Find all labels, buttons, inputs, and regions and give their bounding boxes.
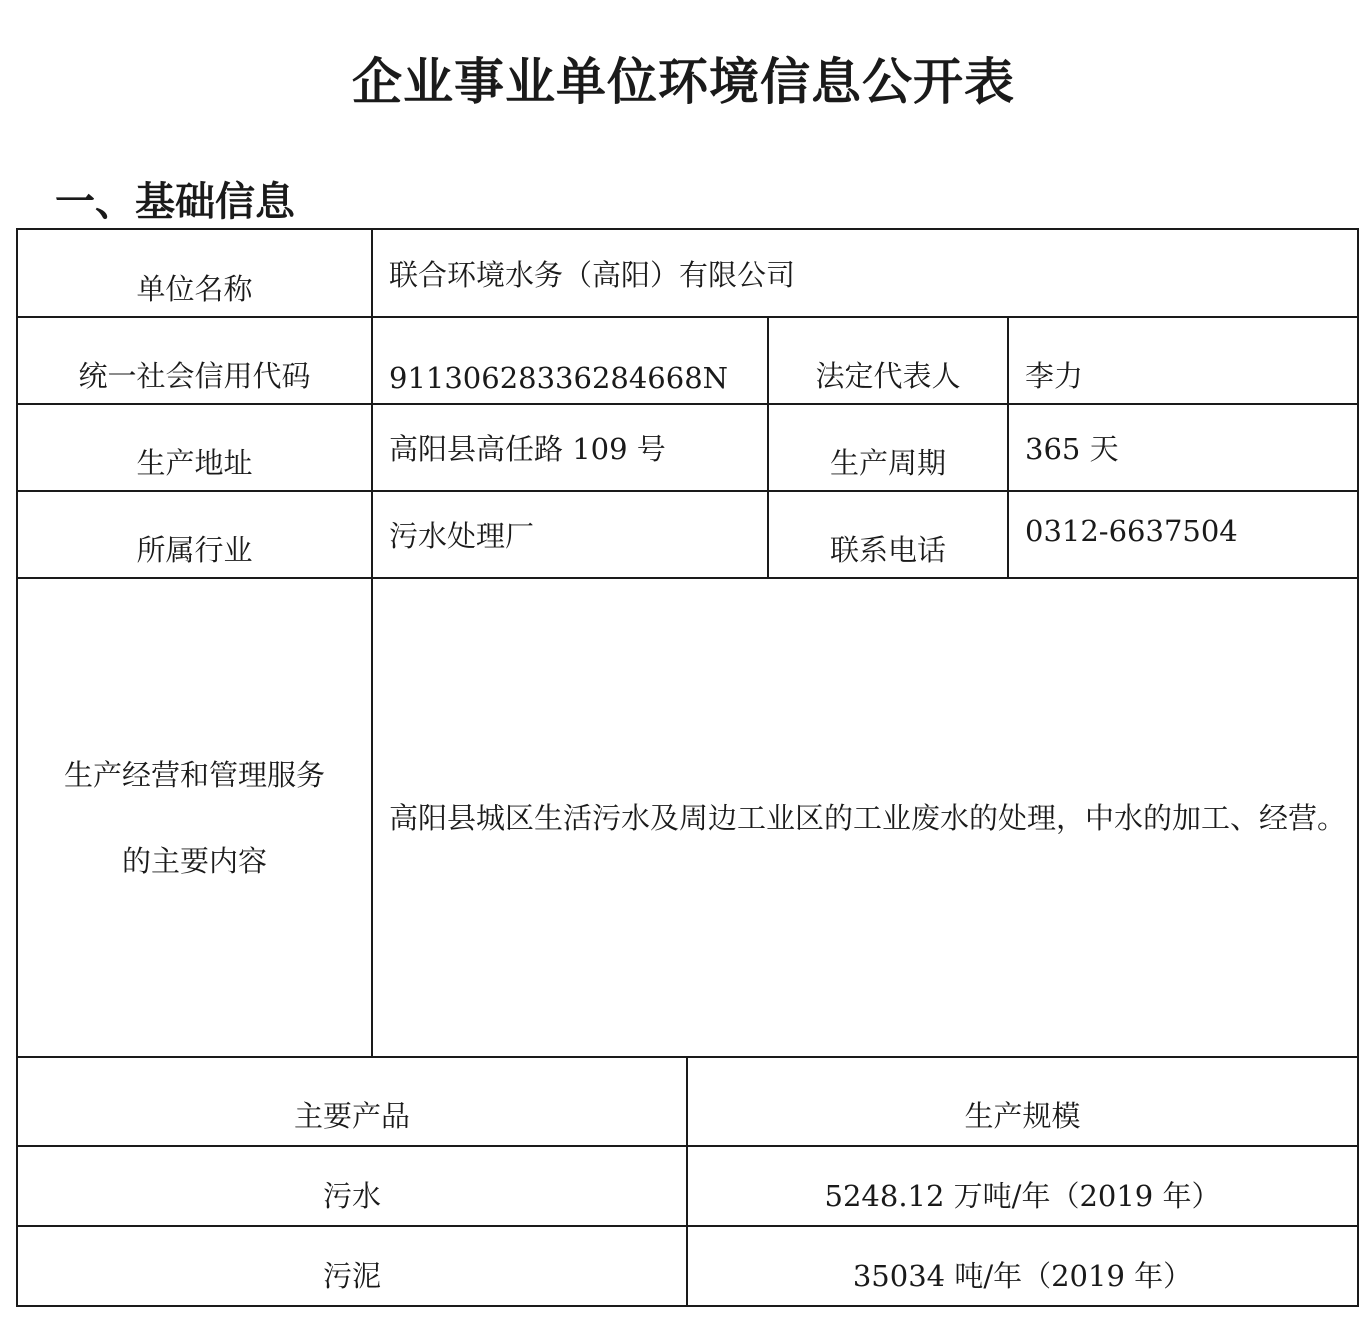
page-title: 企业事业单位环境信息公开表 [352,53,1015,111]
table-row [17,1146,1358,1226]
phone-value: 0312-6637504 [1008,491,1358,578]
cycle-label: 生产周期 [768,404,1008,491]
phone-label: 联系电话 [768,491,1008,578]
credit-code-label: 统一社会信用代码 [17,317,372,404]
products-header-row [17,1057,1358,1146]
scale-header: 生产规模 [687,1057,1358,1146]
section-heading: 一、基础信息 [55,179,295,225]
product-name: 污泥 [17,1226,687,1306]
business-label-line2: 的主要内容 [121,843,267,878]
business-label-line1: 生产经营和管理服务 [63,757,325,792]
unit-name-label: 单位名称 [17,229,372,317]
product-scale: 35034 吨/年（2019 年） [687,1226,1358,1306]
cycle-value: 365 天 [1008,404,1358,491]
table-row [17,229,1358,317]
unit-name-value: 联合环境水务（高阳）有限公司 [372,229,1358,317]
basic-info-table [16,228,1359,1058]
business-content: 高阳县城区生活污水及周边工业区的工业废水的处理，中水的加工、经营。 [372,578,1358,1057]
product-name: 污水 [17,1146,687,1226]
product-header: 主要产品 [17,1057,687,1146]
address-value: 高阳县高任路 109 号 [372,404,768,491]
table-row [17,317,1358,404]
address-label: 生产地址 [17,404,372,491]
product-scale: 5248.12 万吨/年（2019 年） [687,1146,1358,1226]
legal-rep-label: 法定代表人 [768,317,1008,404]
legal-rep-value: 李力 [1008,317,1358,404]
table-row [17,578,1358,1057]
products-table [16,1056,1359,1307]
table-row [17,491,1358,578]
industry-value: 污水处理厂 [372,491,768,578]
credit-code-value: 91130628336284668N [372,317,768,404]
industry-label: 所属行业 [17,491,372,578]
table-row [17,1226,1358,1306]
table-row [17,404,1358,491]
business-label [17,578,372,1057]
